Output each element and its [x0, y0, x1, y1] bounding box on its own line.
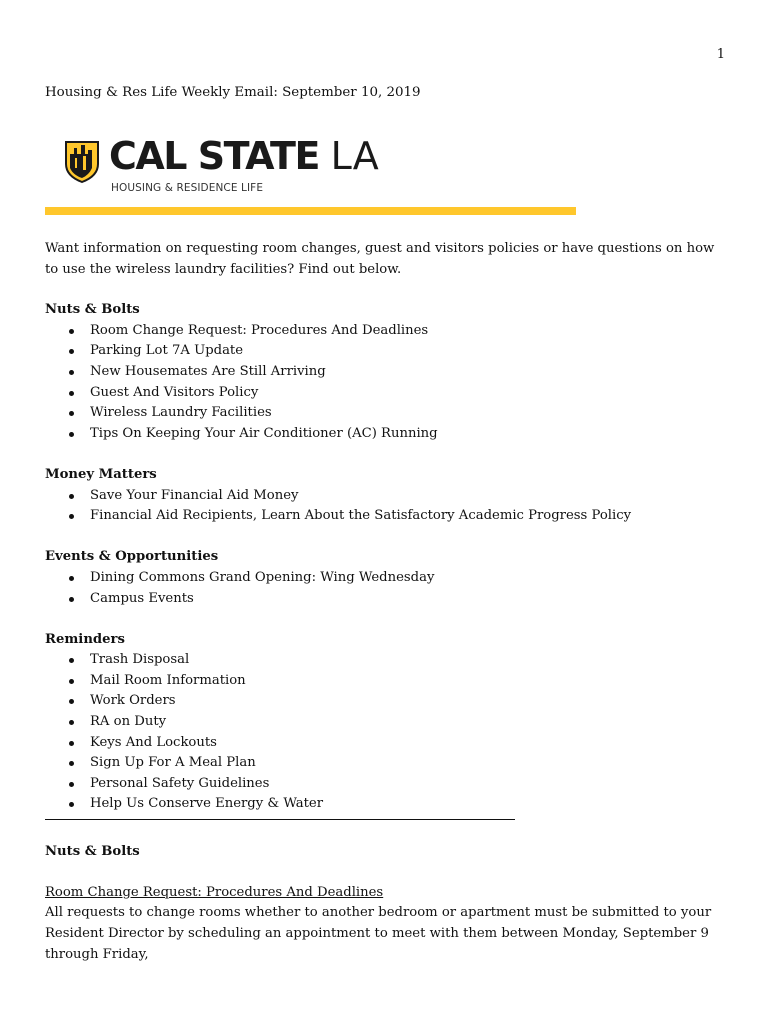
logo-wordmark-bold: CAL STATE	[109, 134, 319, 178]
article-body: All requests to change rooms whether to another bedroom or apartment must be submitted to your Resident Director by scheduling an appointment to meet with them between Monday, September 9 through Friday,	[45, 905, 712, 962]
list-item: Financial Aid Recipients, Learn About the Satisfactory Academic Progress Policy	[45, 506, 730, 527]
cal-state-la-logo	[63, 136, 393, 198]
page-number: 1	[716, 47, 725, 62]
list-item: Sign Up For A Meal Plan	[45, 753, 730, 774]
list-item: Wireless Laundry Facilities	[45, 403, 730, 424]
toc-list	[45, 568, 730, 609]
list-item: Dining Commons Grand Opening: Wing Wednesday	[45, 568, 730, 589]
logo-accent-bar	[45, 207, 576, 215]
section-heading: Nuts & Bolts	[45, 302, 140, 318]
logo-subtitle: HOUSING & RESIDENCE LIFE	[111, 182, 264, 194]
list-item: Mail Room Information	[45, 671, 730, 692]
list-item: Keys And Lockouts	[45, 733, 730, 754]
logo-wordmark-la: LA	[330, 134, 379, 178]
toc-section-reminders	[45, 630, 730, 815]
list-item: Room Change Request: Procedures And Deadlines	[45, 321, 730, 342]
section-heading: Reminders	[45, 631, 125, 647]
logo-wordmark	[109, 132, 379, 180]
email-content	[45, 239, 730, 965]
body-section-heading: Nuts & Bolts	[45, 843, 140, 859]
list-item: Save Your Financial Aid Money	[45, 486, 730, 507]
list-item: Guest And Visitors Policy	[45, 383, 730, 404]
toc-list	[45, 321, 730, 445]
section-heading: Events & Opportunities	[45, 549, 219, 565]
doc-title: Housing & Res Life Weekly Email: September 10, 2019	[45, 85, 421, 100]
list-item: Parking Lot 7A Update	[45, 341, 730, 362]
list-item: Tips On Keeping Your Air Conditioner (AC) Running	[45, 424, 730, 445]
article-title: Room Change Request: Procedures And Deadlines	[45, 884, 384, 900]
list-item: New Housemates Are Still Arriving	[45, 362, 730, 383]
list-item: Work Orders	[45, 691, 730, 712]
list-item: Help Us Conserve Energy & Water	[45, 794, 730, 815]
toc-list	[45, 486, 730, 527]
toc-section-money-matters	[45, 465, 730, 527]
toc-list	[45, 650, 730, 815]
section-divider	[45, 818, 515, 820]
list-item: Trash Disposal	[45, 650, 730, 671]
toc-section-nuts-bolts	[45, 300, 730, 444]
list-item: RA on Duty	[45, 712, 730, 733]
intro-paragraph: Want information on requesting room changes, guest and visitors policies or have questions on how to use the wireless laundry facilities? Find out below.	[45, 241, 715, 277]
list-item: Campus Events	[45, 589, 730, 610]
list-item: Personal Safety Guidelines	[45, 774, 730, 795]
section-heading: Money Matters	[45, 466, 157, 482]
toc-section-events	[45, 547, 730, 609]
golden-eagle-shield-icon	[63, 138, 101, 184]
